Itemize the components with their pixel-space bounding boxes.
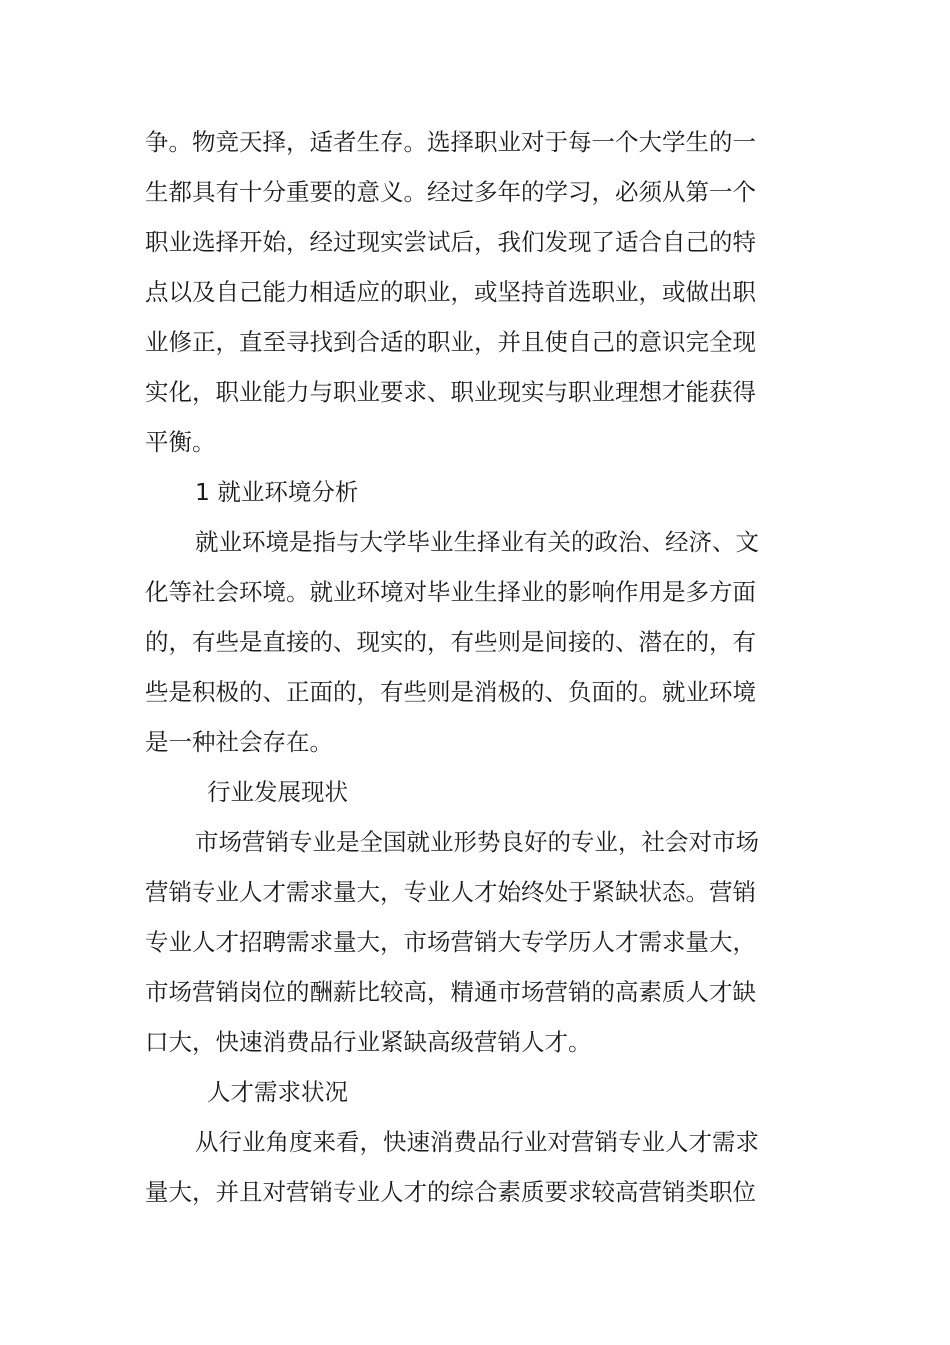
text-line: 市 场 营 销 岗 位 的 酬 薪 比 较 高 ， 精 通 市 场 营 销 的 高 素 质 人 才 缺	[145, 978, 756, 1006]
text-line: 从 行 业 角 度 来 看 ， 快 速 消 费 品 行 业 对 营 销 专 业 人 才 需 求	[195, 1128, 759, 1156]
text-line: 生 都 具 有 十 分 重 要 的 意 义 。 经 过 多 年 的 学 习 ， 必 须 从 第 一 个	[145, 178, 756, 206]
text-line: 业 修 正 ， 直 至 寻 找 到 合 适 的 职 业 ， 并 且 使 自 己 的 意 识 完 全 现	[145, 328, 756, 356]
text-line: 点 以 及 自 己 能 力 相 适 应 的 职 业 ， 或 坚 持 首 选 职 业 ， 或 做 出 职	[145, 278, 756, 306]
text-line: 争 。 物 竞 天 择 ， 适 者 生 存 。 选 择 职 业 对 于 每 一 个 大 学 生 的 一	[145, 128, 756, 156]
text-line: 是一种社会存在。	[145, 728, 333, 756]
text-line: 专 业 人 才 招 聘 需 求 量 大 ， 市 场 营 销 大 专 学 历 人 才 需 求 量 大 ，	[145, 928, 756, 956]
text-line: 职 业 选 择 开 始 ， 经 过 现 实 尝 试 后 ， 我 们 发 现 了 适 合 自 己 的 特	[145, 228, 756, 256]
section-heading: 行业发展现状	[207, 778, 348, 806]
text-line: 些 是 积 极 的 、 正 面 的 ， 有 些 则 是 消 极 的 、 负 面 的 。 就 业 环 境	[145, 678, 756, 706]
text-line: 化 等 社 会 环 境 。 就 业 环 境 对 毕 业 生 择 业 的 影 响 作 用 是 多 方 面	[145, 578, 756, 606]
text-line: 口大，快速消费品行业紧缺高级营销人才。	[145, 1028, 592, 1056]
section-heading: 1 就业环境分析	[195, 478, 359, 506]
text-line: 平衡。	[145, 428, 216, 456]
text-line: 实 化 ， 职 业 能 力 与 职 业 要 求 、 职 业 现 实 与 职 业 理 想 才 能 获 得	[145, 378, 756, 406]
text-line: 就 业 环 境 是 指 与 大 学 毕 业 生 择 业 有 关 的 政 治 、 经 济 、 文	[195, 528, 759, 556]
text-line: 营 销 专 业 人 才 需 求 量 大 ， 专 业 人 才 始 终 处 于 紧 缺 状 态 。 营 销	[145, 878, 756, 906]
text-line: 市 场 营 销 专 业 是 全 国 就 业 形 势 良 好 的 专 业 ， 社 会 对 市 场	[195, 828, 759, 856]
section-heading: 人才需求状况	[207, 1078, 348, 1106]
text-line: 量 大 ， 并 且 对 营 销 专 业 人 才 的 综 合 素 质 要 求 较 高 营 销 类 职 位	[145, 1178, 756, 1206]
text-line: 的 ， 有 些 是 直 接 的 、 现 实 的 ， 有 些 则 是 间 接 的 、 潜 在 的 ， 有	[145, 628, 756, 656]
